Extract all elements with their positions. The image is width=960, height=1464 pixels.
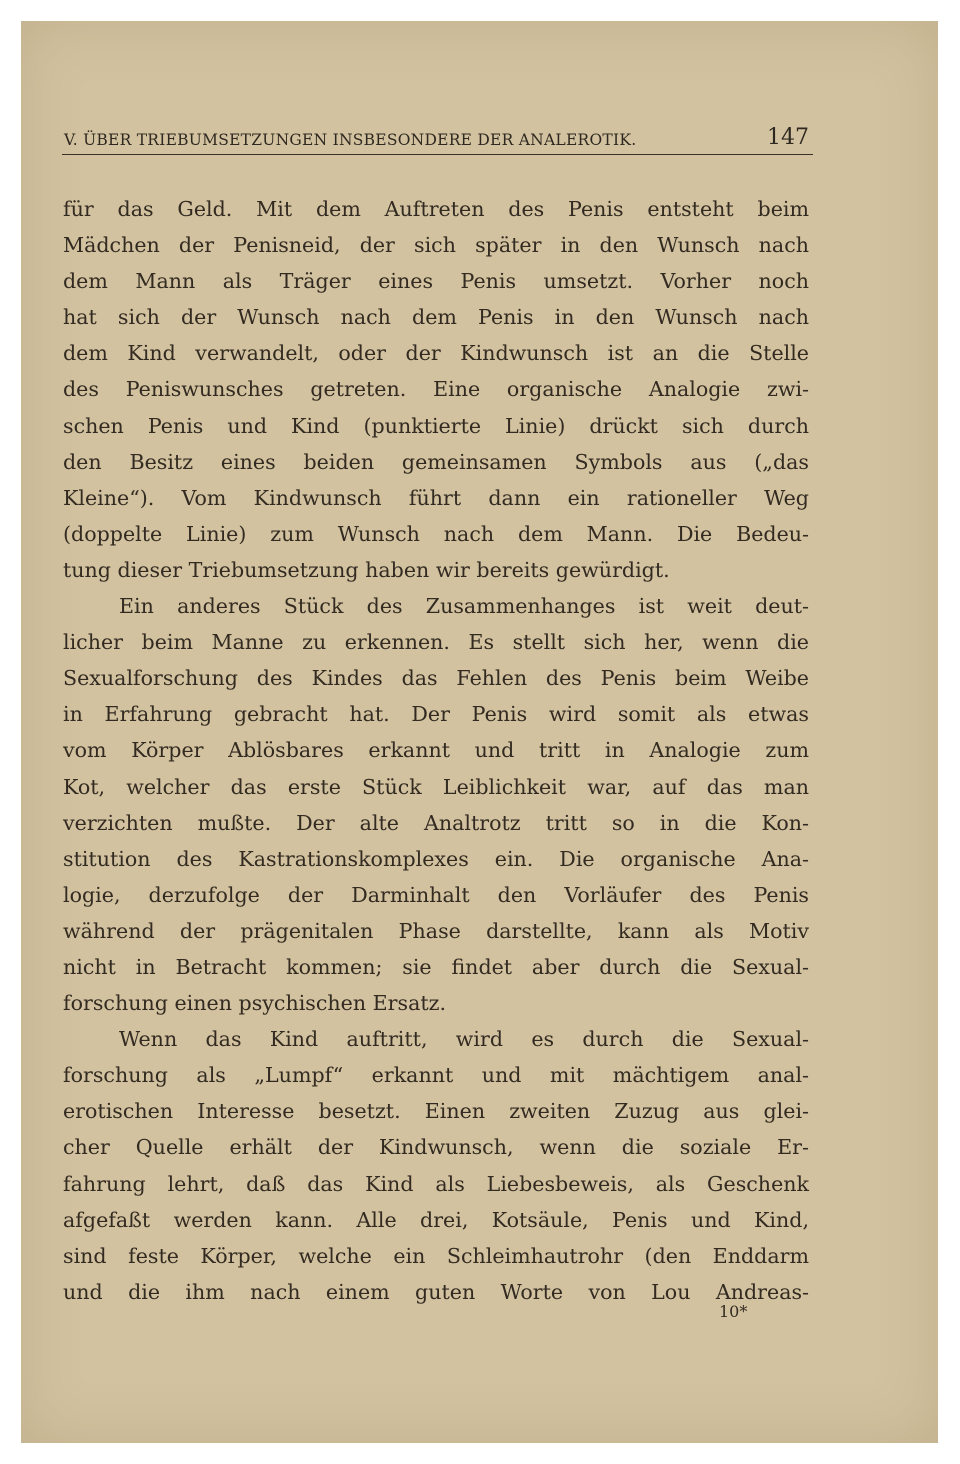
text-line: Sexualforschung des Kindes das Fehlen des Penis beim Weibe — [63, 666, 809, 691]
text-line: hat sich der Wunsch nach dem Penis in den Wunsch nach — [63, 305, 809, 330]
text-line: Kleine“). Vom Kindwunsch führt dann ein rationeller Weg — [63, 485, 809, 510]
signature-mark: 10* — [719, 1302, 748, 1321]
text-line: licher beim Manne zu erkennen. Es stellt sich her, wenn die — [63, 630, 809, 655]
text-line: und die ihm nach einem guten Worte von Lou Andreas- — [63, 1279, 809, 1304]
text-line: des Peniswunsches getreten. Eine organische Analogie zwi- — [63, 377, 809, 402]
body-text — [63, 191, 809, 1310]
page-number: 147 — [767, 125, 809, 150]
running-title: V. ÜBER TRIEBUMSETZUNGEN INSBESONDERE DER ANALEROTIK. — [64, 131, 637, 149]
text-line: (doppelte Linie) zum Wunsch nach dem Mann. Die Bedeu- — [63, 521, 809, 546]
text-line: forschung als „Lumpf“ erkannt und mit mächtigem anal- — [63, 1063, 809, 1088]
text-line: schen Penis und Kind (punktierte Linie) drückt sich durch — [63, 413, 809, 438]
text-line: cher Quelle erhält der Kindwunsch, wenn die soziale Er- — [63, 1135, 809, 1160]
text-line: für das Geld. Mit dem Auftreten des Penis entsteht beim — [63, 197, 809, 221]
text-line: afgefaßt werden kann. Alle drei, Kotsäule, Penis und Kind, — [63, 1207, 809, 1232]
text-line: während der prägenitalen Phase darstellte, kann als Motiv — [63, 918, 809, 943]
text-line: dem Mann als Träger eines Penis umsetzt. Vorher noch — [63, 269, 809, 294]
text-line: Kot, welcher das erste Stück Leiblichkeit war, auf das man — [63, 774, 809, 799]
text-line: den Besitz eines beiden gemeinsamen Symbols aus („das — [63, 449, 809, 474]
text-line: nicht in Betracht kommen; sie findet aber durch die Sexual- — [63, 954, 809, 979]
text-line: logie, derzufolge der Darminhalt den Vorläufer des Penis — [63, 882, 809, 907]
book-page — [21, 21, 938, 1443]
text-line: in Erfahrung gebracht hat. Der Penis wird somit als etwas — [63, 702, 809, 727]
text-line: dem Kind verwandelt, oder der Kindwunsch ist an die Stelle — [63, 341, 809, 366]
text-line: vom Körper Ablösbares erkannt und tritt in Analogie zum — [63, 738, 809, 763]
text-line: Ein anderes Stück des Zusammenhanges ist weit deut- — [119, 594, 809, 619]
text-line: sind feste Körper, welche ein Schleimhautrohr (den Enddarm — [63, 1243, 809, 1268]
text-line: forschung einen psychischen Ersatz. — [63, 991, 447, 1016]
text-line: erotischen Interesse besetzt. Einen zweiten Zuzug aus glei- — [63, 1099, 809, 1124]
text-line: Wenn das Kind auftritt, wird es durch die Sexual- — [119, 1027, 809, 1052]
running-header — [62, 122, 813, 155]
text-line: tung dieser Triebumsetzung haben wir bereits gewürdigt. — [63, 557, 670, 582]
text-line: stitution des Kastrationskomplexes ein. Die organische Ana- — [63, 846, 809, 871]
text-line: Mädchen der Penisneid, der sich später in den Wunsch nach — [63, 233, 809, 258]
text-line: verzichten mußte. Der alte Analtrotz tritt so in die Kon- — [63, 810, 809, 835]
text-line: fahrung lehrt, daß das Kind als Liebesbeweis, als Geschenk — [63, 1171, 809, 1196]
